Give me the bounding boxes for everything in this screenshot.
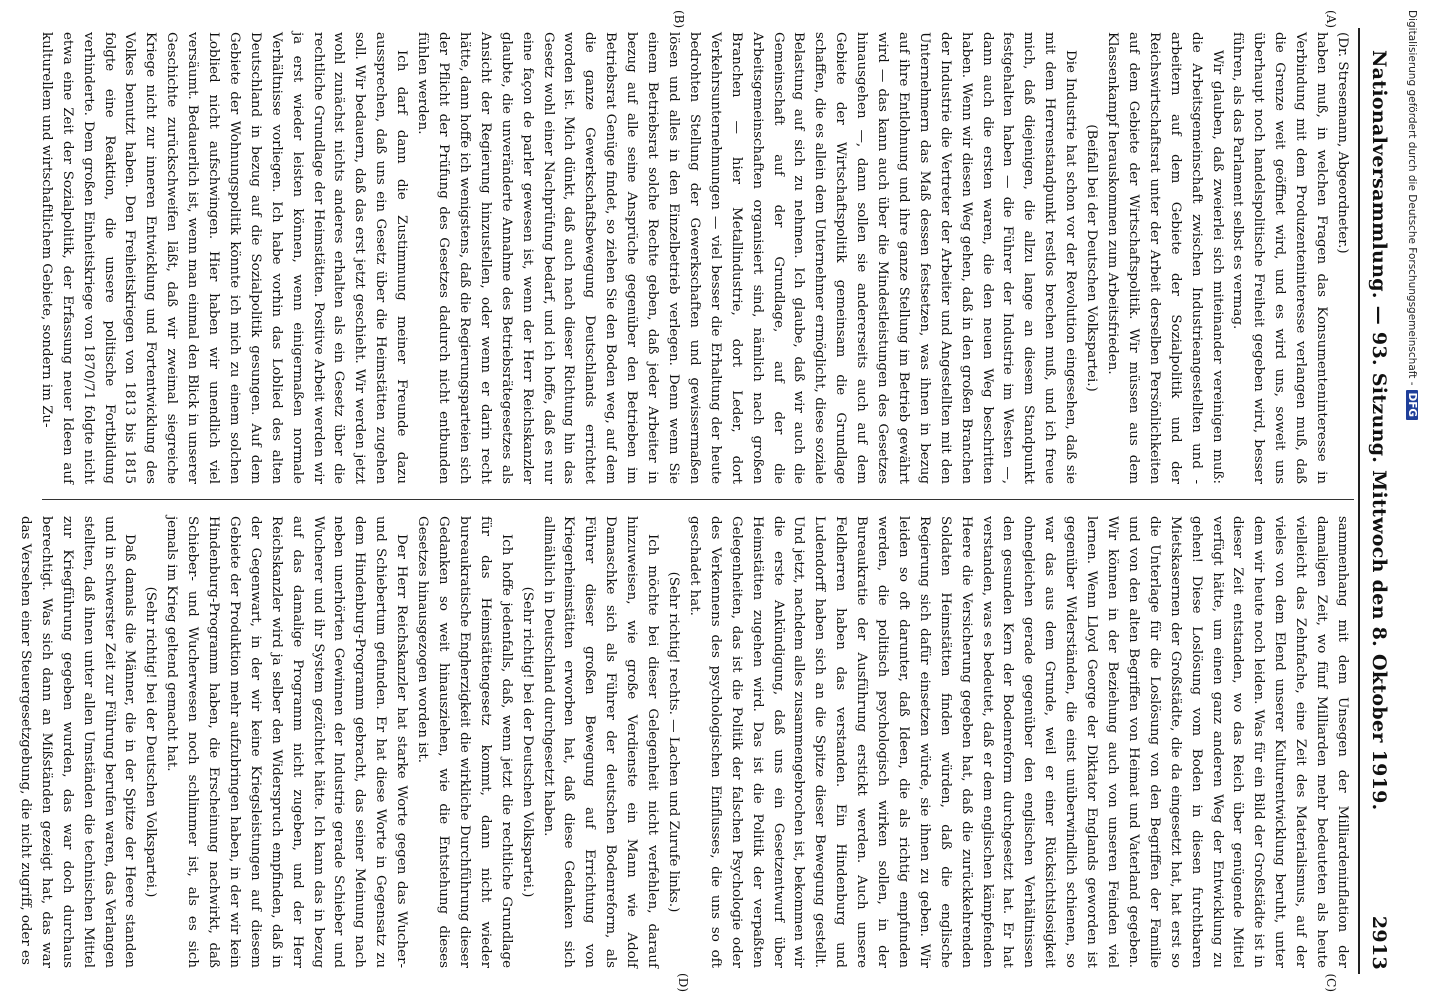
paragraph: (Sehr richtig! bei der Deutschen Volkspartei.) bbox=[143, 586, 159, 898]
margin-marker-a: (A) bbox=[1324, 10, 1338, 29]
paragraph: Daß damals die Männer, die in der Spitze der Heere standen und in schwerster Zeit zur Führung berufen waren, das Verlangen stellten, daß ihnen unter allen Umständen die technischen Mittel zur Kriegführung gegeben wurden, das war doch durchaus berechtigt. Was sich dann an Mißständen gezeigt hat, das war das Versehen einer Steuergesetzgebung, die nicht zugriff, oder es bbox=[17, 516, 138, 969]
page-number: 2913 bbox=[1368, 915, 1390, 970]
header-left: Nationalversammlung. — 93. Sitzung. Mittwoch den 8. Oktober 1919. bbox=[1368, 50, 1390, 811]
paragraph: Die Industrie hat schon vor der Revolution eingesehen, daß sie mit dem Herrenstandpunkt restlos brechen muß, und ich freue mich, daß diejenigen, die allzu lange an diesem Standpunkt festgehalten haben — die Führer der Industrie im Westen —, dann auch die ersten waren, die den neuen Weg beschritten haben. Wenn wir diesen Weg gehen, daß in den großen Branchen der Industrie die Vertreter der Arbeiter und Angestellten mit den Unternehmern das Maß dessen festsetzen, was ihnen in bezug auf ihre Entlohnung und ihre ganze Stellung im Betrieb gewährt wird — das kann auch über die Mindestleistungen des Gesetzes hinausgehen —, dann sollen sie andererseits auch auf dem Gebiete der Wirtschaftspolitik gemeinsam die Grundlage schaffen, die es allein dem Unternehmer ermöglicht, diese soziale Belastung auf sich zu nehmen. Ich glaube, daß wir auch die Gemeinschaft auf der Grundlage, auf der die Arbeitsgemeinschaften organisiert sind, nämlich nach großen Branchen — hier Metallindustrie, dort Leder, dort Verkehrsunternehmungen — viel besser die Erhaltung der heute bedrohten Stellung der Gewerkschaften und gewissermaßen lösen und alles in den Einzelbetrieb verlegen. Denn wenn Sie einem Betriebsrat solche Rechte geben, daß jeder Arbeiter in bezug auf alle seine Ansprüche gegenüber den Betrieben im Betriebsrat Genüge findet, so ziehen Sie den Boden weg, auf dem die ganze Gewerkschaftsbewegung Deutschlands errichtet worden ist. Mich dünkt, daß auch nach dieser Richtung hin das Gesetz wohl einer Nachprüfung bedarf, und ich hoffe, daß es nur eine façon de parler gewesen ist, wenn der Herr Reichskanzler glaubte, die unveränderte Annahme des Betriebsrätegesetzes als Ansicht der Regierung hinzustellen, oder wenn er darin recht hätte, dann hoffe ich wenigstens, daß die Regierungsparteien sich der Pflicht der Prüfung des Gesetzes dadurch nicht entbunden fühlen werden. bbox=[415, 32, 1079, 484]
header-rule bbox=[1358, 28, 1360, 974]
paragraph: Ich hoffe jedenfalls, daß, wenn jetzt die rechtliche Grundlage für das Heimstättengesetz kommt, dann nicht wieder bureaukratische Engherzigkeit die wirkliche Durchführung dieser Gedanken so weit hinausziehen, wie die Entstehung dieses Gesetzes hinausgezogen worden ist. bbox=[415, 516, 514, 968]
digitization-credit bbox=[1404, 0, 1432, 1000]
column-divider bbox=[42, 499, 1354, 500]
paragraph: (Sehr richtig! bei der Deutschen Volkspartei.) bbox=[519, 586, 535, 898]
page-scan bbox=[17, 10, 1398, 992]
dfg-logo: DFG bbox=[1406, 390, 1418, 421]
paragraph: (Beifall bei der Deutschen Volkspartei.) bbox=[1084, 124, 1100, 392]
page-sheet bbox=[17, 10, 1398, 992]
paragraph: Der Herr Reichskanzler hat starke Worte gegen das Wucher- und Schiebertum gefunden. Er hat diese Worte in Gegensatz zu dem Hindenburg-Programm gebracht, das seiner Meinung nach neben unerhörten Gewinnen der Industrie gerade Schieber und Wucherer und ihr System gezüchtet hätte. Ich kann das in bezug auf das damalige Programm nicht zugeben, und der Herr Reichskanzler wird ja selber den Widerspruch empfinden, daß in der Gegenwart, in der wir keine Kriegsleistungen auf diesem Gebiete der Produktion mehr aufzubringen haben, in der wir kein Hindenburg-Programm haben, die Erscheinung nachwirkt, daß Schieber- und Wucherwesen noch schlimmer ist, als es sich jemals im Krieg geltend gemacht hat. bbox=[164, 516, 410, 968]
paragraph: Ich darf dann die Zustimmung meiner Freunde dazu aussprechen, daß uns ein Gesetz über die Heimstätten zugehen soll. Wir bedauern, daß das erst jetzt geschieht. Wir werden jetzt wohl zunächst nichts anderes erhalten als ein Gesetz über die rechtliche Grundlage der Heimstätten. Positive Arbeit werden wir ja erst wieder leisten können, wenn einigermaßen normale Verhältnisse vorliegen. Ich habe vorhin das Loblied des alten Deutschland in bezug auf die Sozialpolitik gesungen. Auf dem Gebiete der Wohnungspolitik könnte ich mich zu einem solchen Loblied nicht aufschwingen. Hier haben wir unendlich viel versäumt. Bedauerlich ist, wenn man einmal den Blick in unserer Geschichte zurückschweifen läßt, daß wir zweimal siegreiche Kriege nicht zur inneren Entwicklung und Fortentwicklung des Volkes benutzt haben. Den Freiheitskriegen von 1813 bis 1815 folgte eine Reaktion, die unsere politische Fortbildung verhinderte. Dem großen Einheitskriege von 1870/71 folgte nicht etwa eine Zeit der Sozialpolitik, der Erfassung neuer Ideen auf kulturellem und wirtschaftlichem Gebiete, sondern im Zu- bbox=[38, 32, 410, 484]
left-text-column bbox=[38, 32, 1352, 484]
paragraph: sammenhang mit dem Unsegen der Milliardeninflation der damaligen Zeit, wo fünf Milliarden mehr bedeuteten als heute vielleicht das Zehnfache, eine Zeit des Materialismus, auf der vieles von dem Elend unserer Kulturentwicklung beruht, unter dem wir heute noch leiden. Was für ein Bild der Großstädte ist in dieser Zeit entstanden, wo das Reich über genügende Mittel verfügt hätte, um einen ganz anderen Weg der Entwicklung zu gehen! Diese Loslösung vom Boden in diesen furchtbaren Mietskasernen der Großstädte, die da eingesetzt hat, hat erst so die Unterlage für die Loslösung von den Begriffen der Familie und von den alten Begriffen von Heimat und Vaterland gegeben. Wir können in der Beziehung auch von unseren Feinden viel lernen. Wenn Lloyd George der Diktator Englands geworden ist gegenüber Widerständen, die einst unüberwindlich schienen, so war das aus dem Grunde, weil er einer Rücksichtslosigkeit ohnegleichen gerade gegenüber den englischen Verhältnissen den gesunden Kern der Bodenreform durchgesetzt hat. Er hat verstanden, was es bedeutet, daß er dem englischen kämpfenden Heere die Versicherung gegeben hat, daß die zurückkehrenden Soldaten Heimstätten finden würden, daß die englische Regierung sich dafür einsetzen würde, sie ihnen zu geben. Wir leiden so oft darunter, daß Ideen, die als richtig empfunden werden, die politisch psychologisch wirken sollen, in der Bureaukratie der Ausführung erstickt werden. Auch unsere Feldherren haben das verstanden. Ein Hindenburg und Ludendorff haben sich an die Spitze dieser Bewegung gestellt. Und jetzt, nachdem alles zusammengebrochen ist, bekommen wir die erste Ankündigung, daß uns ein Gesetzentwurf über Heimstätten zugehen wird. Das ist die Politik der verpaßten Gelegenheiten, das ist die Politik der falschen Psychologie oder des Verkennens des psychologischen Einflusses, die uns so oft geschadet hat. bbox=[686, 516, 1350, 968]
paragraph: haben muß, in welchen Fragen das Konsumenteninteresse in Verbindung mit dem Produzenteninteresse verlangen muß, daß die Grenze weit geöffnet wird, und es wird uns, soweit uns überhaupt noch handelspolitische Freiheit gegeben wird, besser führen, als das Parlament selbst es vermag. bbox=[1230, 32, 1330, 484]
running-header bbox=[1360, 28, 1390, 974]
margin-marker-c: (C) bbox=[1324, 973, 1338, 992]
paragraph: Ich möchte bei dieser Gelegenheit nicht verfehlen, darauf hinzuweisen, wie große Verdienste ein Mann wie Adolf Damaschke sich als Führer der deutschen Bodenreform, als Führer dieser großen Bewegung auf Errichtung von Kriegerheimstätten erworben hat, daß diese Gedanken sich allmählich in Deutschland durchgesetzt haben. bbox=[540, 516, 661, 968]
paragraph: (Dr. Stresemann, Abgeordneter.) bbox=[1335, 32, 1350, 254]
paragraph: (Sehr richtig! rechts. — Lachen und Zurufe links.) bbox=[666, 571, 681, 913]
paragraph: Wir glauben, daß zweierlei sich miteinander vereinigen muß: die Arbeitsgemeinschaft zwischen Industrieangestellten und -arbeitern auf dem Gebiete der Sozialpolitik und der Reichswirtschaftsrat unter der Arbeit derselben Persönlichkeiten auf dem Gebiete der Wirtschaftspolitik. Wir müssen aus dem Klassenkampf herauskommen zum Arbeitsfrieden. bbox=[1105, 32, 1225, 484]
right-text-column bbox=[17, 516, 1352, 969]
margin-marker-b: (B) bbox=[672, 10, 686, 29]
credit-text: Digitalisierung gefördert durch die Deutsche Forschungsgemeinschaft - bbox=[1406, 10, 1418, 386]
margin-marker-d: (D) bbox=[676, 973, 690, 992]
